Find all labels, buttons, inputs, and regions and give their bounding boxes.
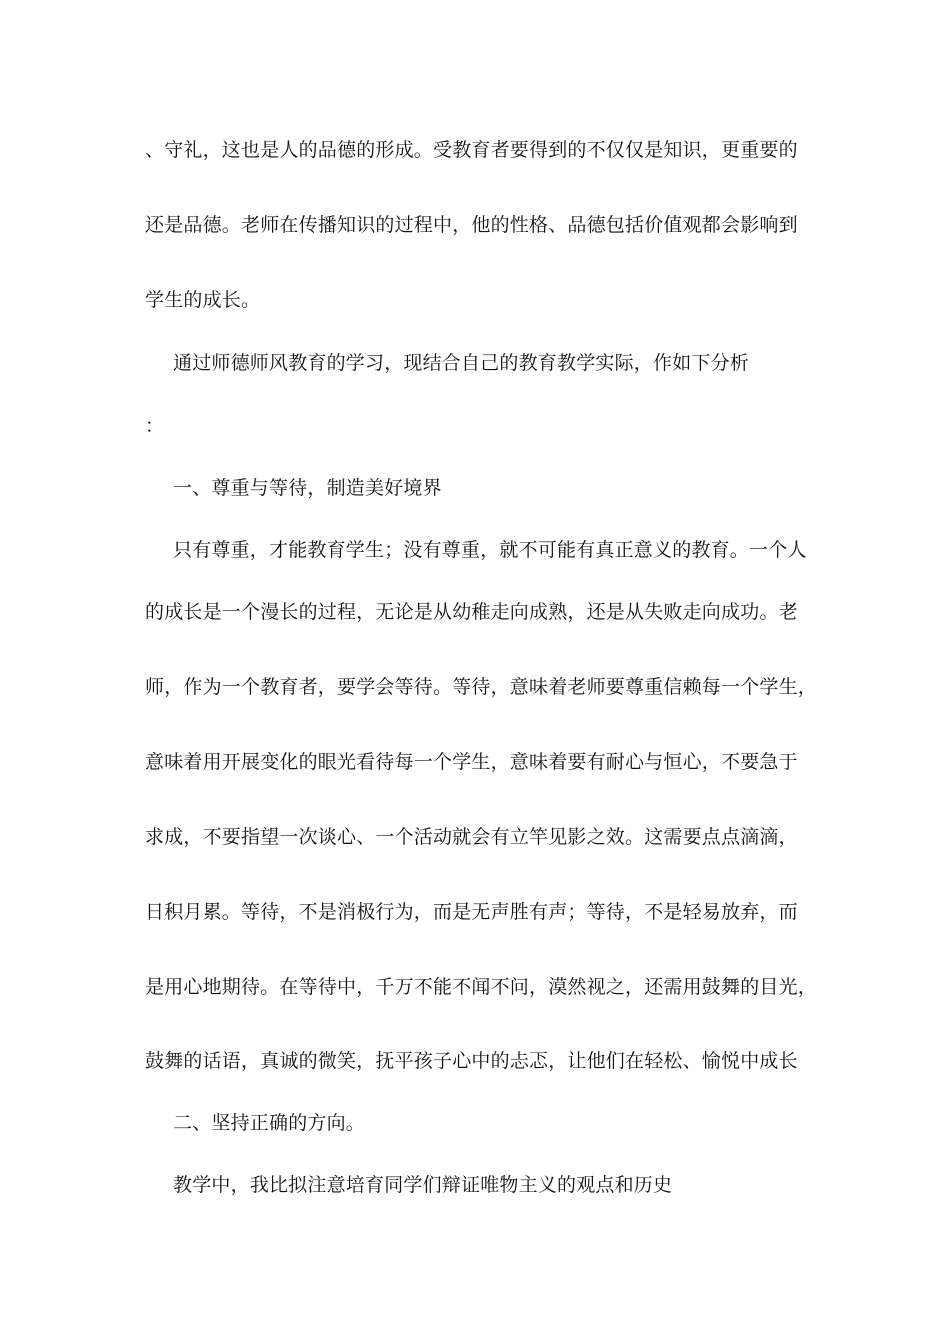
paragraph-line: 通过师德师风教育的学习，现结合自己的教育教学实际，作如下分析: [173, 352, 750, 374]
paragraph-line: 教学中，我比拟注意培育同学们辩证唯物主义的观点和历史: [173, 1174, 673, 1196]
paragraph-line: 鼓舞的话语，真诚的微笑，抚平孩子心中的忐忑，让他们在轻松、愉悦中成长: [145, 1050, 798, 1072]
paragraph-line: 只有尊重，才能教育学生；没有尊重，就不可能有真正意义的教育。一个人: [173, 539, 807, 561]
paragraph-line: ：: [145, 415, 165, 437]
paragraph-line: 、守礼，这也是人的品德的形成。受教育者要得到的不仅仅是知识，更重要的: [145, 139, 798, 161]
paragraph-line: 还是品德。老师在传播知识的过程中，他的性格、品德包括价值观都会影响到: [145, 214, 798, 236]
paragraph-line: 是用心地期待。在等待中，千万不能不闻不问，漠然视之，还需用鼓舞的目光，: [145, 976, 818, 998]
paragraph-line: 学生的成长。: [145, 289, 261, 311]
paragraph-line: 意味着用开展变化的眼光看待每一个学生，意味着要有耐心与恒心，不要急于: [145, 751, 798, 773]
paragraph-line: 日积月累。等待，不是消极行为，而是无声胜有声；等待，不是轻易放弃，而: [145, 901, 798, 923]
paragraph-line: 师，作为一个教育者，要学会等待。等待，意味着老师要尊重信赖每一个学生，: [145, 676, 818, 698]
paragraph-line: 的成长是一个漫长的过程，无论是从幼稚走向成熟，还是从失败走向成功。老: [145, 601, 798, 623]
paragraph-line: 求成，不要指望一次谈心、一个活动就会有立竿见影之效。这需要点点滴滴，: [145, 826, 798, 848]
section-heading: 二、坚持正确的方向。: [173, 1112, 366, 1134]
section-heading: 一、尊重与等待，制造美好境界: [173, 477, 442, 499]
